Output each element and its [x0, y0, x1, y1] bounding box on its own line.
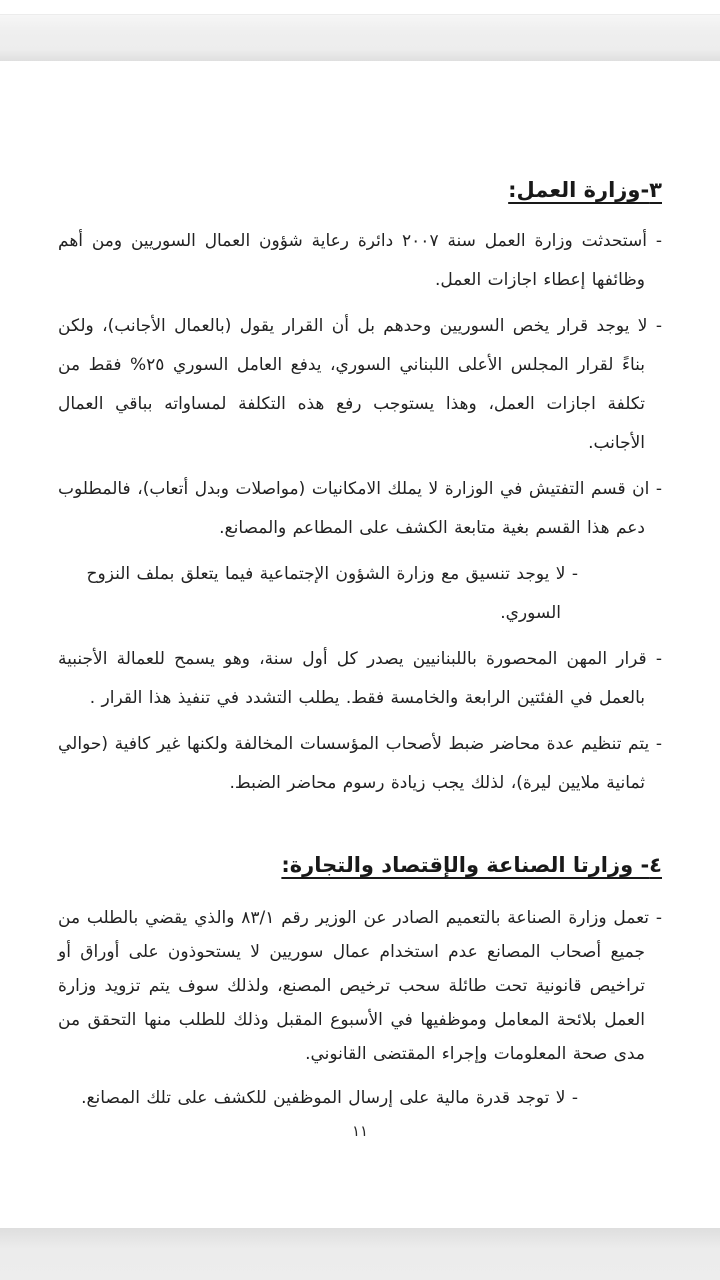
bullet-item: - قرار المهن المحصورة باللبنانيين يصدر كل أول سنة، وهو يسمح للعمالة الأجنبية بالعمل في الفئتين الرابعة والخامسة فقط. يطلب التشدد في تنفيذ هذا القرار . — [58, 649, 662, 708]
section-heading-ministry-of-labor: ٣-وزارة العمل: — [508, 178, 662, 202]
section-ministries-industry-economy-trade — [58, 853, 662, 1115]
document-content — [58, 178, 662, 1125]
bullet-item: - يتم تنظيم عدة محاضر ضبط لأصحاب المؤسسات المخالفة ولكنها غير كافية (حوالي ثمانية ملايين ليرة)، لذلك يجب زيادة رسوم محاضر الضبط. — [58, 734, 662, 793]
section-heading-industry-economy-trade: ٤- وزارتا الصناعة والإقتصاد والتجارة: — [281, 853, 662, 877]
bullet-item: - أستحدثت وزارة العمل سنة ٢٠٠٧ دائرة رعاية شؤون العمال السوريين ومن أهم وظائفها إعطاء اجازات العمل. — [58, 231, 663, 290]
bullet-item: - ان قسم التفتيش في الوزارة لا يملك الامكانيات (مواصلات وبدل أتعاب)، فالمطلوب دعم هذا القسم بغية متابعة الكشف على المطاعم والمصانع. — [58, 479, 662, 538]
scan-shadow-top — [0, 14, 720, 61]
bullet-item: - لا توجد قدرة مالية على إرسال الموظفين للكشف على تلك المصانع. — [81, 1088, 578, 1108]
bullet-item: - لا يوجد قرار يخص السوريين وحدهم بل أن القرار يقول (بالعمال الأجانب)، ولكن بناءً لقرار المجلس الأعلى اللبناني السوري، يدفع العامل السوري ٢٥% فقط من تكلفة اجازات العمل، وهذا يستوجب رفع هذه التكلفة لمساواته بباقي العمال الأجانب. — [58, 316, 662, 453]
section-ministry-of-labor — [58, 178, 662, 803]
bullet-item: - لا يوجد تنسيق مع وزارة الشؤون الإجتماعية فيما يتعلق بملف النزوح السوري. — [86, 564, 578, 623]
page-number: ١١ — [351, 1122, 369, 1140]
bullet-item: - تعمل وزارة الصناعة بالتعميم الصادر عن الوزير رقم ٨٣/١ والذي يقضي بالطلب من جميع أصحاب المصانع عدم استخدام عمال سوريين لا يستحوذون على أوراق أو تراخيص قانونية تحت طائلة سحب ترخيص المصنع، ولذلك سوف يتم تزويد وزارة العمل بلائحة المعامل وموظفيها في الأسبوع المقبل وذلك للطلب منها التحقق من مدى صحة المعلومات وإجراء المقتضى القانوني. — [58, 908, 662, 1064]
scan-shadow-bottom — [0, 1228, 720, 1280]
